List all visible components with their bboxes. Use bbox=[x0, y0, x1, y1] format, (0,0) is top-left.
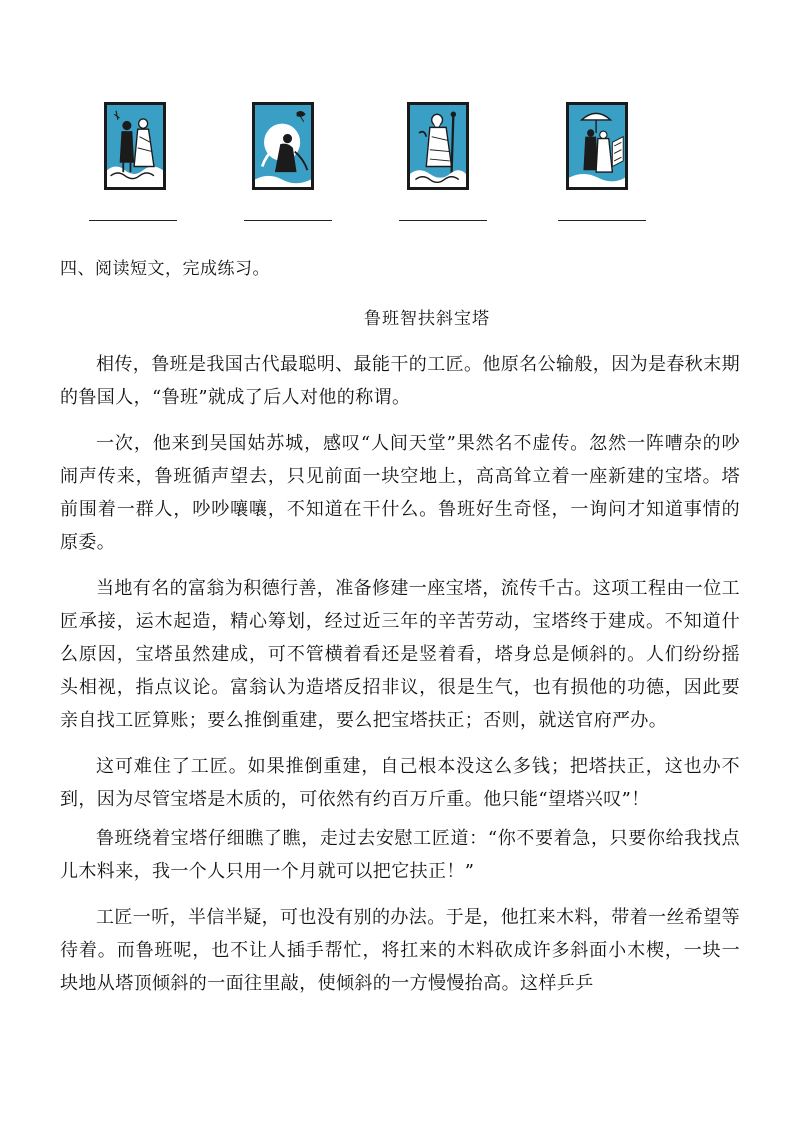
article-paragraph: 相传，鲁班是我国古代最聪明、最能干的工匠。他原名公输般，因为是春秋末期的鲁国人，“鲁班”就成了后人对他的称谓。 bbox=[60, 354, 740, 408]
old-man-with-staff-papercut-icon bbox=[407, 102, 469, 190]
picture-row bbox=[0, 0, 794, 240]
answer-blank-3[interactable] bbox=[399, 220, 487, 221]
article-paragraph: 一次，他来到吴国姑苏城，感叹“人间天堂”果然名不虚传。忽然一阵嘈杂的吵闹声传来，鲁班循声望去，只见前面一块空地上，高高耸立着一座新建的宝塔。塔前围着一群人，吵吵嚷嚷，不知道在干什么。鲁班好生奇怪，一询问才知道事情的原委。 bbox=[60, 433, 740, 553]
moon-lady-papercut-icon bbox=[252, 102, 314, 190]
section-heading: 四、阅读短文，完成练习。 bbox=[60, 259, 270, 279]
article-paragraph: 鲁班绕着宝塔仔细瞧了瞧，走过去安慰工匠道：“你不要着急，只要你给我找点儿木料来，我一个人只用一个月就可以把它扶正！” bbox=[60, 828, 740, 882]
article-paragraph: 工匠一听，半信半疑，可也没有别的办法。于是，他扛来木料，带着一丝希望等待着。而鲁班呢，也不让人插手帮忙，将扛来的木料砍成许多斜面小木楔，一块一块地从塔顶倾斜的一面往里敲，使倾斜的一方慢慢抬高。这样乒乒 bbox=[60, 907, 740, 994]
article-paragraph: 当地有名的富翁为积德行善，准备修建一座宝塔，流传千古。这项工程由一位工匠承接，运木起造，精心筹划，经过近三年的辛苦劳动，宝塔终于建成。不知道什么原因，宝塔虽然建成，可不管横着看还是竖着看，塔身总是倾斜的。人们纷纷摇头相视，指点议论。富翁认为造塔反招非议，很是生气，也有损他的功德，因此要亲自找工匠算账；要么推倒重建，要么把宝塔扶正；否则，就送官府严办。 bbox=[60, 578, 740, 731]
answer-blank-4[interactable] bbox=[558, 220, 646, 221]
article-paragraph: 这可难住了工匠。如果推倒重建，自己根本没这么多钱；把塔扶正，这也办不到，因为尽管宝塔是木质的，可依然有约百万斤重。他只能“望塔兴叹”！ bbox=[60, 756, 740, 810]
article-title: 鲁班智扶斜宝塔 bbox=[364, 309, 490, 329]
answer-blank-2[interactable] bbox=[244, 220, 332, 221]
article-body bbox=[60, 348, 740, 1013]
couple-with-umbrella-papercut-icon bbox=[566, 102, 628, 190]
couple-with-lantern-papercut-icon bbox=[104, 102, 166, 190]
answer-blank-1[interactable] bbox=[89, 220, 177, 221]
